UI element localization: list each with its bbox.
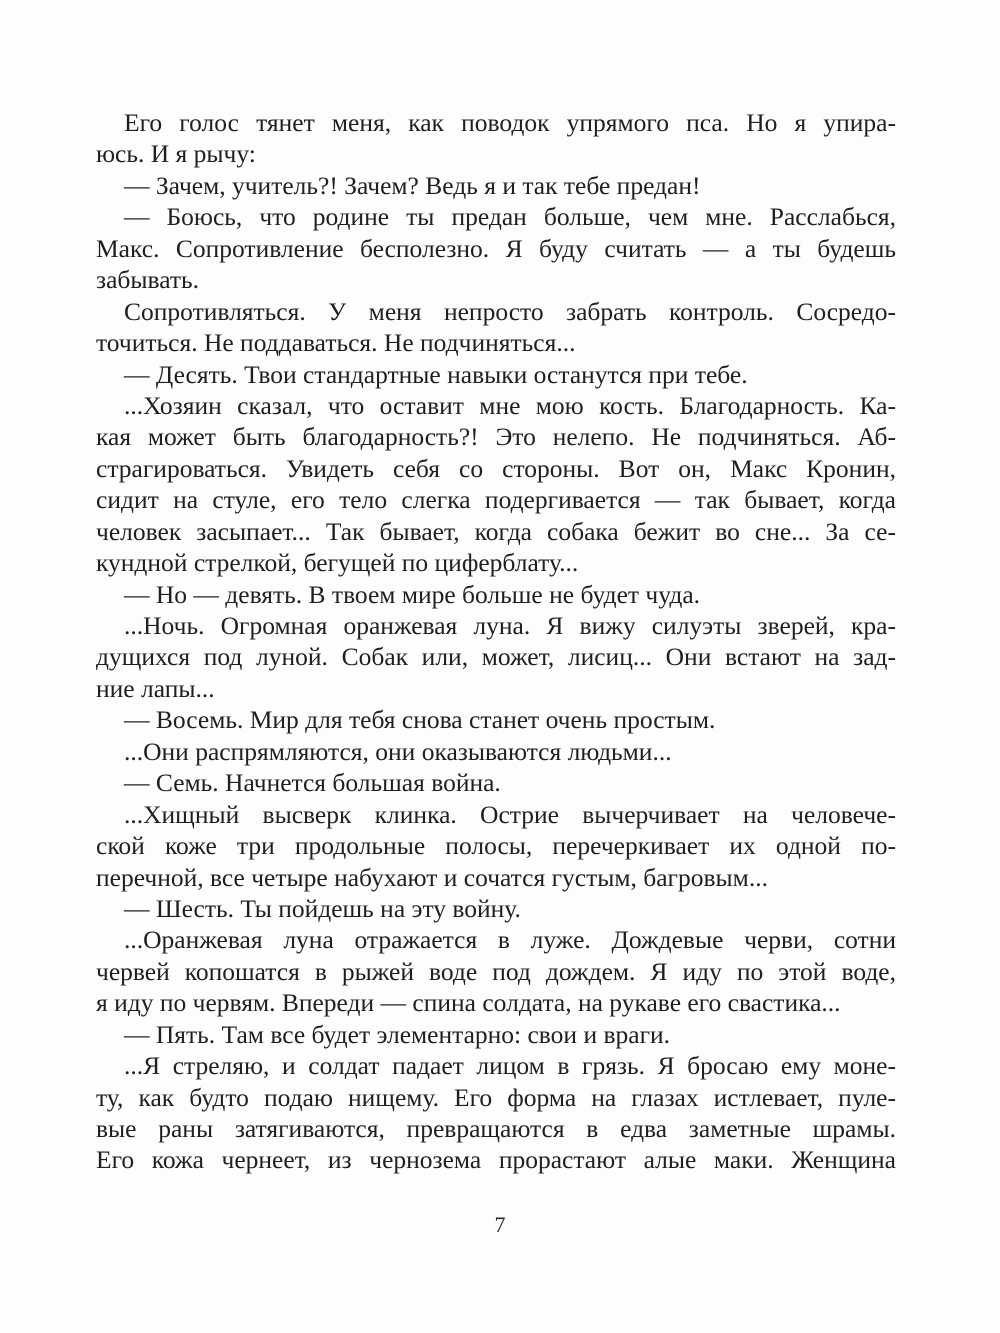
text-line: червей копошатся в рыжей воде под дождем. Я иду по этой воде, xyxy=(96,956,896,986)
text-line: — Семь. Начнется большая война. xyxy=(124,768,501,798)
text-line: ...Хищный высверк клинка. Острие вычерчивает на человече- xyxy=(124,799,896,829)
text-line: Его кожа чернеет, из чернозема прорастают алые маки. Женщина xyxy=(96,1145,896,1175)
text-line: точиться. Не поддаваться. Не подчиняться... xyxy=(96,328,576,358)
body-text xyxy=(96,107,896,1176)
text-line: я иду по червям. Впереди — спина солдата, на рукаве его свастика... xyxy=(96,988,841,1018)
text-line: ...Оранжевая луна отражается в луже. Дождевые черви, сотни xyxy=(124,925,896,955)
text-line: Сопротивляться. У меня непросто забрать контроль. Сосредо- xyxy=(124,296,896,326)
text-line: кая может быть благодарность?! Это нелепо. Не подчиняться. Аб- xyxy=(96,422,896,452)
text-line: вые раны затягиваются, превращаются в едва заметные шрамы. xyxy=(96,1114,896,1143)
text-line: — Восемь. Мир для тебя снова станет очень простым. xyxy=(124,705,716,735)
text-line: — Но — девять. В твоем мире больше не будет чуда. xyxy=(124,579,701,609)
text-line: ...Я стреляю, и солдат падает лицом в грязь. Я бросаю ему моне- xyxy=(124,1051,896,1081)
text-line: забывать. xyxy=(96,265,200,295)
text-line: — Десять. Твои стандартные навыки останутся при тебе. xyxy=(124,359,748,389)
text-line: — Пять. Там все будет элементарно: свои и враги. xyxy=(124,1019,671,1049)
text-line: сидит на стуле, его тело слегка подергивается — так бывает, когда xyxy=(96,485,896,515)
text-line: человек засыпает... Так бывает, когда собака бежит во сне... За се- xyxy=(96,516,896,546)
text-line: страгироваться. Увидеть себя со стороны. Вот он, Макс Кронин, xyxy=(96,453,896,483)
text-line: ту, как будто подаю нищему. Его форма на глазах истлевает, пуле- xyxy=(96,1082,896,1112)
text-line: ...Они распрямляются, они оказываются людьми... xyxy=(124,736,672,766)
text-line: — Шесть. Ты пойдешь на эту войну. xyxy=(124,893,521,923)
text-line: кундной стрелкой, бегущей по циферблату... xyxy=(96,548,579,578)
text-line: ние лапы... xyxy=(96,673,215,703)
page-number: 7 xyxy=(494,1212,506,1237)
text-line: Его голос тянет меня, как поводок упрямого пса. Но я упира- xyxy=(124,108,896,137)
text-line: дущихся под луной. Собак или, может, лисиц... Они встают на зад- xyxy=(96,642,896,672)
text-line: Макс. Сопротивление бесполезно. Я буду считать — а ты будешь xyxy=(96,233,896,263)
text-line: — Боюсь, что родине ты предан больше, чем мне. Расслабься, xyxy=(124,202,896,232)
text-line: ...Хозяин сказал, что оставит мне мою кость. Благодарность. Ка- xyxy=(124,390,896,420)
text-line: ...Ночь. Огромная оранжевая луна. Я вижу силуэты зверей, кра- xyxy=(124,611,896,640)
text-line: перечной, все четыре набухают и сочатся густым, багровым... xyxy=(96,862,768,892)
text-line: ской коже три продольные полосы, перечеркивает их одной по- xyxy=(96,831,896,861)
text-line: — Зачем, учитель?! Зачем? Ведь я и так тебе предан! xyxy=(124,170,701,200)
text-line: юсь. И я рычу: xyxy=(96,139,256,169)
